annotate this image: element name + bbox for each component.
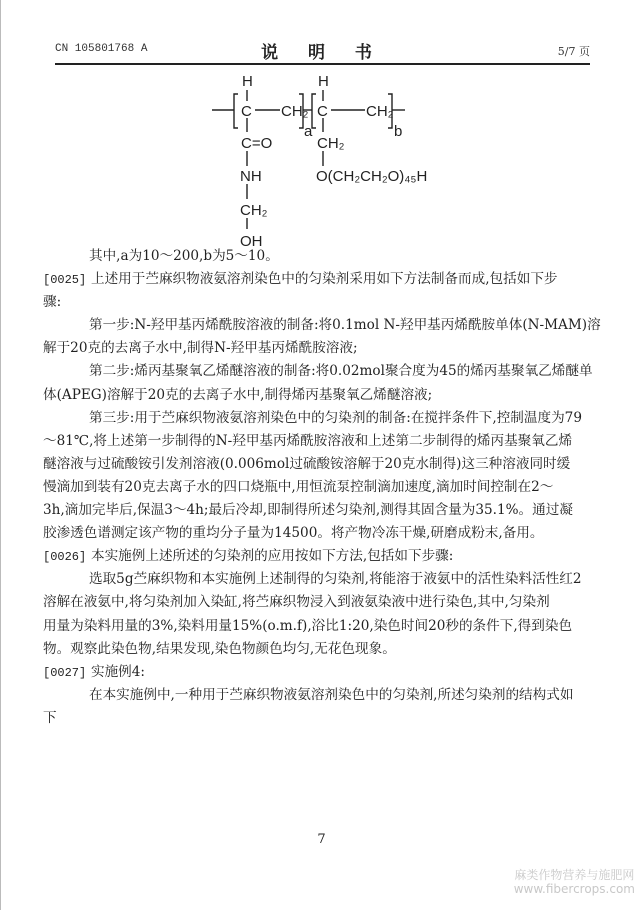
document-body: [43, 245, 603, 730]
page-number: 7: [317, 832, 326, 847]
text-line: 解于20克的去离子水中,制得N-羟甲基丙烯酰胺溶液;: [43, 340, 358, 357]
atom-c: C: [241, 103, 252, 120]
atom-h: H: [318, 73, 329, 90]
group-nh: NH: [240, 168, 262, 185]
bracket-open-b: [312, 94, 316, 128]
watermark: [514, 868, 635, 896]
group-peg-chain: O(CH₂CH₂O)₄₅H: [316, 168, 428, 185]
subscript-a: a: [304, 123, 313, 140]
text-line: 骤:: [43, 294, 62, 311]
group-ch2: CH₂: [317, 135, 345, 152]
text-line: 第一步:N-羟甲基丙烯酰胺溶液的制备:将0.1mol N-羟甲基丙烯酰胺单体(N-MAM)溶: [89, 317, 601, 334]
paragraph-number: [0027]: [43, 665, 87, 680]
bracket-open-a: [234, 94, 238, 128]
subscript-b: b: [394, 123, 403, 140]
text-line: 在本实施例中,一种用于苎麻织物液氨溶剂染色中的匀染剂,所述匀染剂的结构式如: [89, 686, 574, 703]
text-line: 体(APEG)溶解于20克的去离子水中,制得烯丙基聚氧乙烯醚溶液;: [43, 386, 433, 403]
text-line: 醚溶液与过硫酸铵引发剂溶液(0.006mol过硫酸铵溶解于20克水制得)这三种溶液同时缓: [43, 455, 571, 472]
group-oh: OH: [240, 233, 263, 250]
patent-number: CN 105801768 A: [55, 43, 148, 55]
text-line: 3h,滴加完毕后,保温3～4h;最后冷却,即制得所述匀染剂,测得其固含量为35.1%。通过凝: [43, 502, 573, 519]
text-line: 慢滴加到装有20克去离子水的四口烧瓶中,用恒流泵控制滴加速度,滴加时间控制在2～: [43, 478, 554, 495]
text-line: 实施例4:: [91, 663, 146, 680]
group-ch2: CH₂: [281, 103, 309, 120]
paragraph-number: [0026]: [43, 550, 87, 565]
group-ch2: CH₂: [366, 103, 394, 120]
text-line: 第三步:用于苎麻织物液氨溶剂染色中的匀染剂的制备:在搅拌条件下,控制温度为79: [89, 409, 582, 426]
paragraph-number: [0025]: [43, 273, 87, 288]
text-line: 物。观察此染色物,结果发现,染色物颜色均匀,无花色现象。: [43, 640, 396, 657]
text-line: 选取5g苎麻织物和本实施例上述制得的匀染剂,将能溶于液氨中的活性染料活性红2: [89, 571, 582, 588]
atom-c: C: [317, 103, 328, 120]
header-rule: [55, 63, 590, 65]
atom-h: H: [242, 73, 253, 90]
group-ch2: CH₂: [240, 202, 268, 219]
page-indicator: 5/7 页: [557, 45, 590, 58]
text-line: 胶渗透色谱测定该产物的重均分子量为14500。将产物冷冻干燥,研磨成粉末,备用。: [43, 525, 544, 542]
text-line: 用量为染料用量的3%,染料用量15%(o.m.f),浴比1:20,染色时间20秒的条件下,得到染色: [43, 617, 573, 634]
chemical-structure: [200, 66, 450, 256]
text-line: 上述用于苎麻织物液氨溶剂染色中的匀染剂采用如下方法制备而成,包括如下步: [91, 271, 558, 288]
page-border: [0, 0, 1, 910]
group-carbonyl: C=O: [241, 135, 273, 152]
text-line: 其中,a为10～200,b为5～10。: [89, 248, 279, 264]
text-line: ～81℃,将上述第一步制得的N-羟甲基丙烯酰胺溶液和上述第二步制得的烯丙基聚氧乙烯: [43, 432, 573, 449]
document-title: 说 明 书: [261, 43, 384, 63]
watermark-url: www.fibercrops.com: [513, 882, 635, 896]
text-line: 第二步:烯丙基聚氧乙烯醚溶液的制备:将0.02mol聚合度为45的烯丙基聚氧乙烯醚单: [89, 363, 593, 380]
text-line: 溶解在液氨中,将匀染剂加入染缸,将苎麻织物浸入到液氨染液中进行染色,其中,匀染剂: [43, 594, 550, 611]
text-line: 本实施例上述所述的匀染剂的应用按如下方法,包括如下步骤:: [91, 548, 454, 565]
page-header: [55, 38, 590, 62]
watermark-title: 麻类作物营养与施肥网: [514, 868, 635, 882]
text-line: 下: [43, 709, 57, 726]
